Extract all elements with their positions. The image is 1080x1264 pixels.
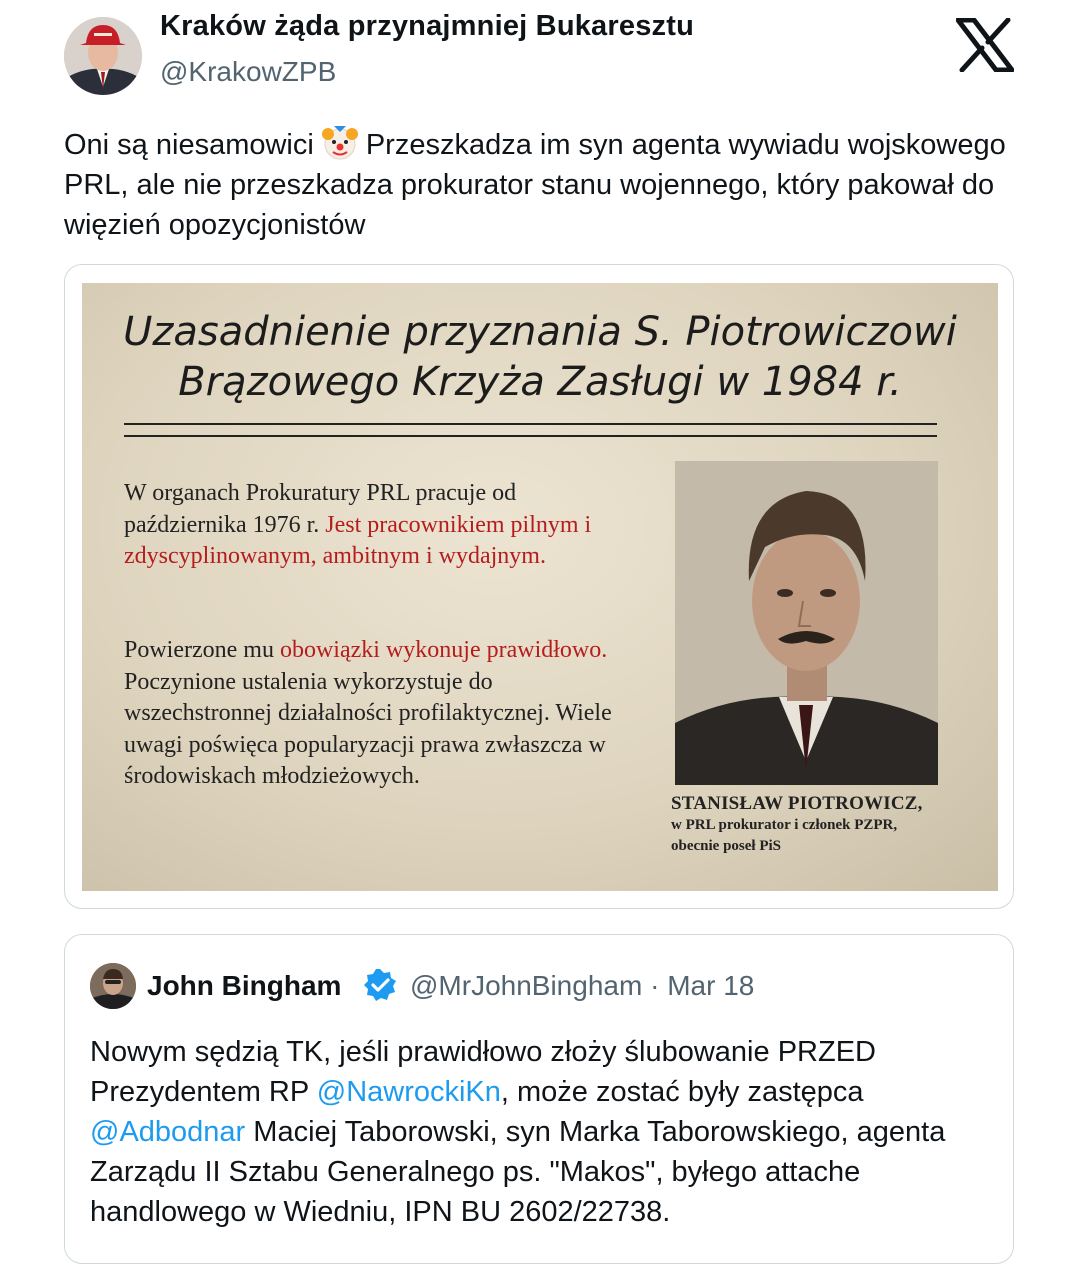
poster-paragraph-1 [124,478,624,573]
poster-para1-highlight: Jest pracownikiem pilnym i zdyscyplinowanym, ambitnym i wydajnym. [124,511,592,569]
author-handle[interactable]: @KrakowZPB [160,56,337,87]
tweet-text-part1: Oni są niesamowici [64,129,314,161]
quoted-author-avatar[interactable] [90,963,136,1009]
quoted-author-name[interactable]: John Bingham [147,970,342,1001]
author-avatar[interactable] [64,17,142,95]
quoted-tweet-text [90,1032,990,1232]
author-name[interactable]: Kraków żąda przynajmniej Bukaresztu [160,10,694,42]
poster-title-line1: Uzasadnienie przyznania S. Piotrowiczowi [123,309,957,355]
poster-title-line2: Brązowego Krzyża Zasługi w 1984 r. [178,359,902,405]
x-logo-icon[interactable] [956,18,1014,72]
caption-name: STANISŁAW PIOTROWICZ, [671,793,923,814]
portrait-caption [671,793,971,857]
clown-face-icon [320,122,360,162]
poster-para1-text: W organach Prokuratury PRL pracuje od października 1976 r. [124,480,517,538]
quoted-tweet[interactable] [64,934,1014,1264]
meta-separator: · [650,970,660,1001]
tweet-media[interactable] [64,264,1014,909]
poster-para2-text-a: Powierzone mu [124,637,274,663]
tweet-text-part2: Przeszkadza im syn agenta wywiadu wojskowego PRL, ale nie przeszkadza prokurator stanu wojennego, który pakował do więzień opozycjonistów [64,129,1006,241]
poster-divider-bottom [124,435,937,437]
tweet-text [64,122,1024,245]
mention-nawrockikn[interactable]: @NawrockiKn [316,1076,501,1108]
poster-para2-text-b: Poczynione ustalenia wykorzystuje do wszechstronnej działalności profilaktycznej. Wiele uwagi poświęca popularyzacji prawa zwłaszcza w środowiskach młodzieżowych. [124,668,612,789]
quoted-text-a: Nowym sędzią TK, jeśli prawidłowo złoży ślubowanie PRZED Prezydentem RP [90,1036,876,1108]
caption-line-2: obecnie poseł PiS [671,838,782,854]
caption-line-1: w PRL prokurator i członek PZPR, [671,817,898,833]
poster-divider-top [124,423,937,425]
mention-adbodnar[interactable]: @Adbodnar [90,1116,246,1148]
avatar-portrait [64,17,142,95]
poster-image [82,283,998,891]
quoted-author-handle[interactable]: @MrJohnBingham [410,970,643,1001]
poster-para2-highlight: obowiązki wykonuje prawidłowo. [279,637,608,663]
quoted-text-b: , może zostać były zastępca [500,1076,864,1108]
portrait-photo [675,461,938,785]
poster-paragraph-2 [124,635,614,793]
verified-badge-icon [362,967,398,1003]
quoted-author-meta [410,970,754,1002]
quoted-text-c: Maciej Taborowski, syn Marka Taborowskiego, agenta Zarządu II Sztabu Generalnego ps. "Makos", byłego attache handlowego w Wiedniu, IPN BU 2602/22738. [90,1116,946,1228]
poster-title [82,307,998,407]
quoted-tweet-date[interactable]: Mar 18 [667,970,755,1001]
